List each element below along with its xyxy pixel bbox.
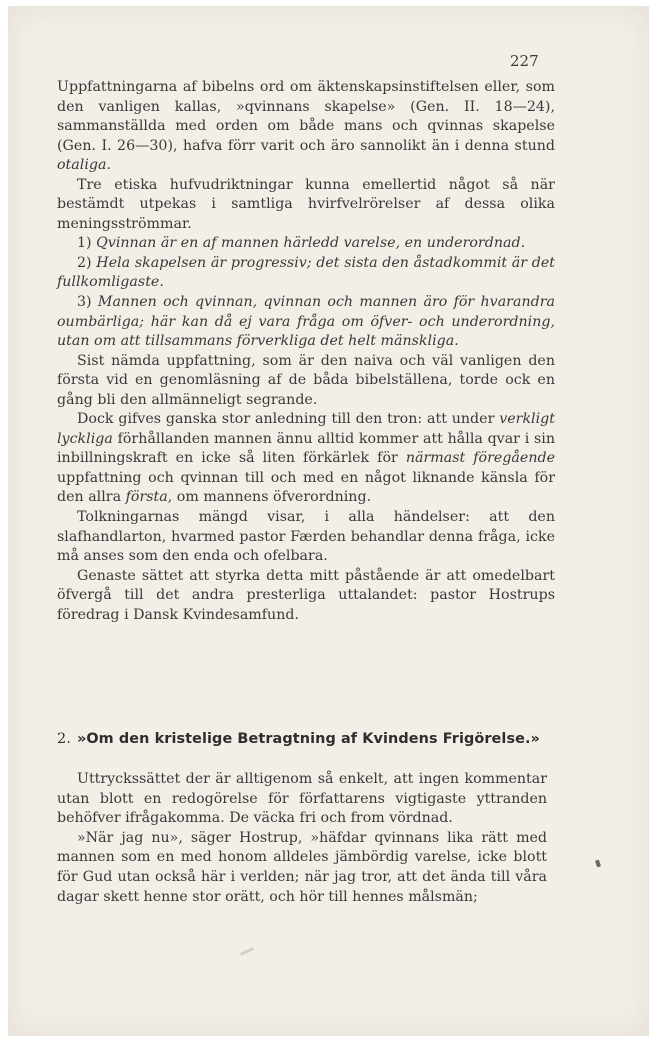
section-body-text <box>57 770 547 907</box>
paragraph-1: Uppfattningarna af bibelns ord om äktenskapsinstiftelsen eller, som den vanligen kallas, »qvinnans skapelse» (Gen. II. 18—24), sammanställda med orden om både mans och qvinnas skapelse (Gen. I. 26—30), hafva förr varit och äro sannolikt än i denna stund otaliga. <box>57 79 555 174</box>
thesis-3: 3) Mannen och qvinnan, qvinnan och mannen äro för hvarandra oumbärliga; här kan då ej vara fråga om öfver- och underordning, utan om att tillsammans förverkliga det helt mänskliga. <box>57 294 555 350</box>
page-number: 227 <box>510 52 539 70</box>
section-paragraph-2: »När jag nu», säger Hostrup, »häfdar qvinnans lika rätt med mannen som en med honom alldeles jämbördig varelse, icke blott för Gud utan också här i verlden; när jag tror, att det ända till våra dagar skett henne stor orätt, och hör till hennes målsmän; <box>57 829 547 905</box>
section-paragraph-1: Uttryckssättet der är alltigenom så enkelt, att ingen kommentar utan blott en redogörelse för författarens vigtigaste yttranden behöfver ifrågakomma. De väcka fri och from vördnad. <box>57 771 547 827</box>
paragraph-7: Dock gifves ganska stor anledning till den tron: att under verkligt lyckliga förhållanden mannen ännu alltid kommer att hålla qvar i sin inbillningskraft en icke så liten förkärlek för närmast föregående uppfattning och qvinnan till och med en något liknande känsla för den allra första, om mannens öfverordning. <box>57 411 555 506</box>
paragraph-6: Sist nämda uppfattning, som är den naiva och väl vanligen den första vid en genomläsning af de båda bibelställena, torde ock en gång bli den allmänneligt segrande. <box>57 352 555 408</box>
paragraph-9: Genaste sättet att styrka detta mitt påstående är att omedelbart öfvergå till det andra presterliga uttalandet: pastor Hostrups föredrag i Dansk Kvindesamfund. <box>57 567 555 623</box>
section-title: »Om den kristelige Betragtning af Kvindens Frigörelse.» <box>76 731 540 747</box>
paragraph-2: Tre etiska hufvudriktningar kunna emellertid något så när bestämdt utpekas i samtliga hvirfvelrörelser af dessa olika meningsströmmar. <box>57 176 555 232</box>
section-number: 2. <box>57 731 71 747</box>
thesis-1: 1) Qvinnan är en af mannen härledd varelse, en underordnad. <box>77 235 526 252</box>
body-text <box>57 78 555 625</box>
thesis-2: 2) Hela skapelsen är progressiv; det sista den åstadkommit är det fullkomligaste. <box>57 254 555 291</box>
section-heading <box>57 731 577 747</box>
paragraph-8: Tolkningarnas mängd visar, i alla händelser: att den slafhandlarton, hvarmed pastor Færden behandlar denna fråga, icke må anses som den enda och ofelbara. <box>57 509 555 565</box>
